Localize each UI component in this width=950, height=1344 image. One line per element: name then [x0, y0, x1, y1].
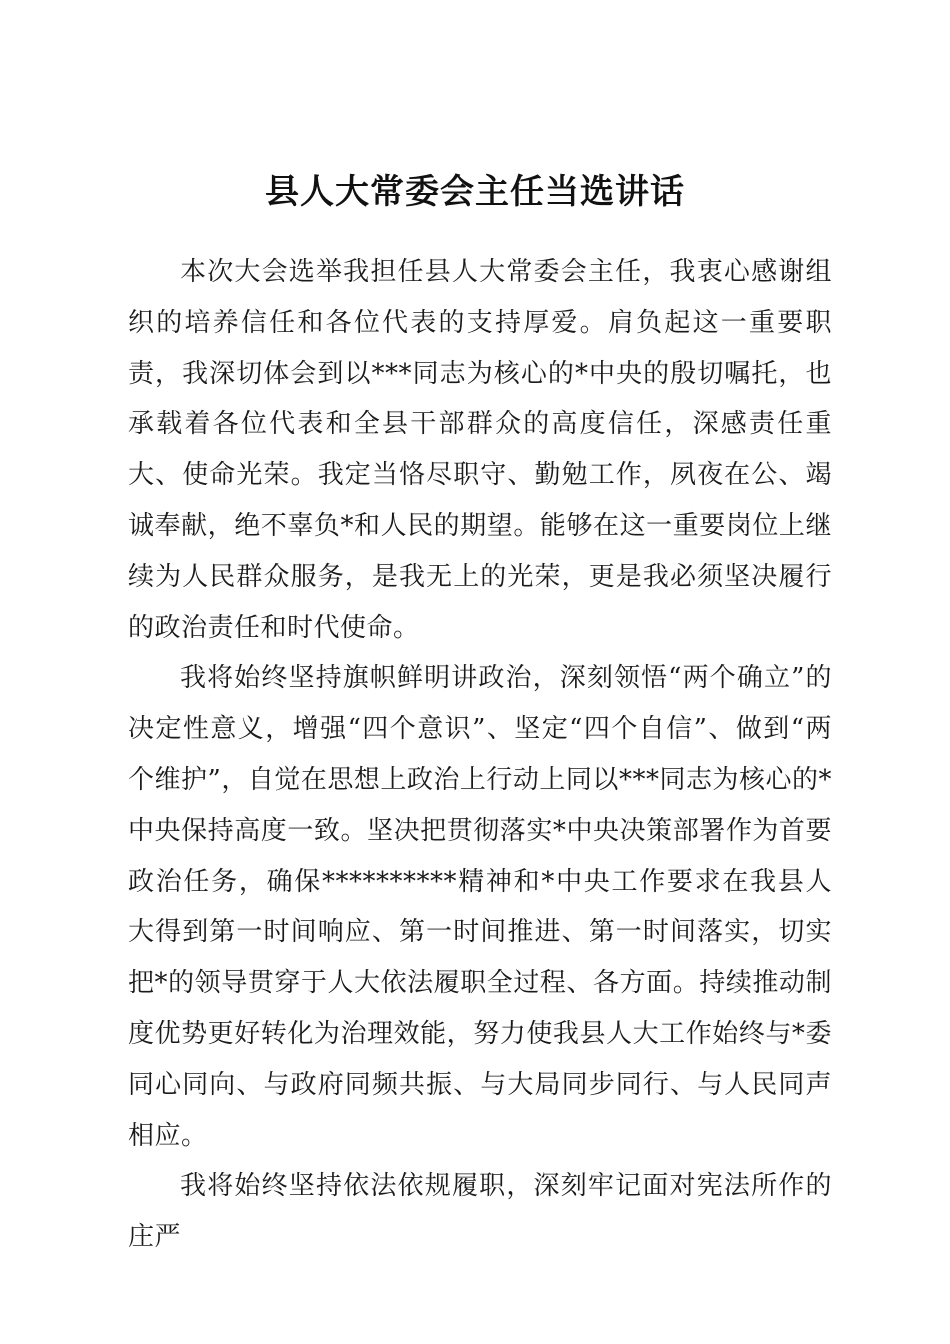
paragraph-3: 我将始终坚持依法依规履职，深刻牢记面对宪法所作的庄严 [128, 1171, 832, 1253]
paragraph-1: 本次大会选举我担任县人大常委会主任，我衷心感谢组织的培养信任和各位代表的支持厚爱。肩负起这一重要职责，我深切体会到以***同志为核心的*中央的殷切嘱托，也承载着各位代表和全县干部群众的高度信任，深感责任重大、使命光荣。我定当恪尽职守、勤勉工作，夙夜在公、竭诚奉献，绝不辜负*和人民的期望。能够在这一重要岗位上继续为人民群众服务，是我无上的光荣，更是我必须坚决履行的政治责任和时代使命。 [128, 257, 832, 643]
paragraph-2: 我将始终坚持旗帜鲜明讲政治，深刻领悟“两个确立”的决定性意义，增强“四个意识”、坚定“四个自信”、做到“两个维护”，自觉在思想上政治上行动上同以***同志为核心的*中央保持高度一致。坚决把贯彻落实*中央决策部署作为首要政治任务，确保**********精神和*中央工作要求在我县人大得到第一时间响应、第一时间推进、第一时间落实，切实把*的领导贯穿于人大依法履职全过程、各方面。持续推动制度优势更好转化为治理效能，努力使我县人大工作始终与*委同心同向、与政府同频共振、与大局同步同行、与人民同声相应。 [128, 663, 832, 1151]
document-body [128, 247, 832, 1263]
document-title: 县人大常委会主任当选讲话 [265, 172, 685, 212]
